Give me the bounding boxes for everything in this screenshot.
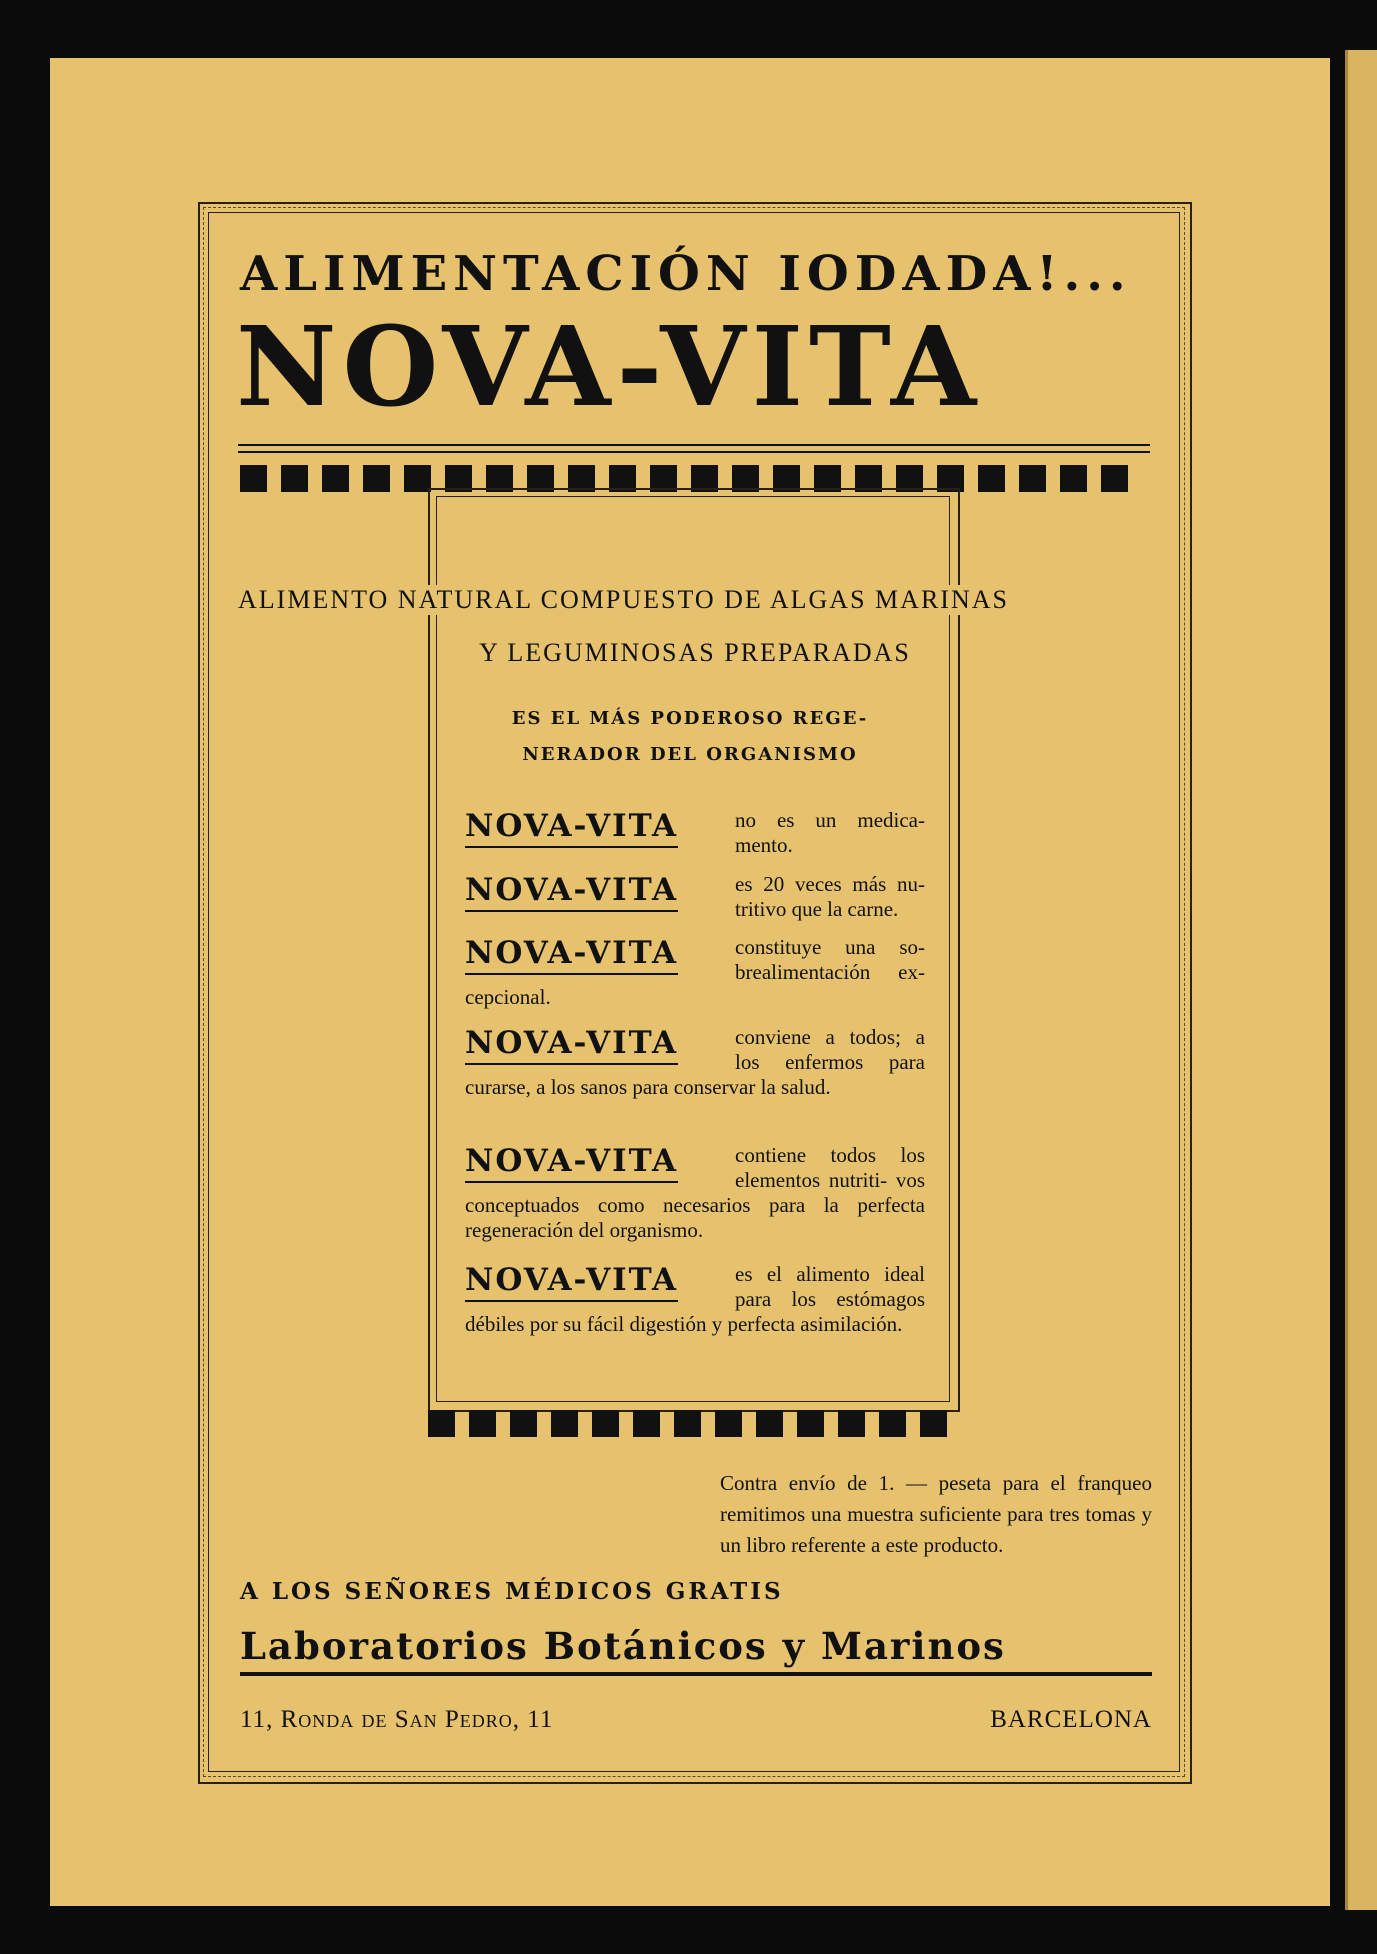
claim-text: conviene a todos; a los enfermos para curarse, a los sanos para conservar la salud. <box>465 1025 925 1099</box>
claim-text: es el alimento ideal para los estómagos débiles por su fácil digestión y perfecta asimilación. <box>465 1262 925 1336</box>
laboratory-name: Laboratorios Botánicos y Marinos <box>240 1624 1152 1676</box>
claim-item <box>465 808 925 858</box>
claim-text: contiene todos los elementos nutriti- vos conceptuados como necesarios para la perfecta regeneración del organismo. <box>465 1143 925 1242</box>
claim-item <box>465 1262 925 1337</box>
claim-item <box>465 1025 925 1100</box>
brand-title: NOVA-VITA <box>236 302 983 431</box>
subtitle-line-1: ALIMENTO NATURAL COMPUESTO DE ALGAS MARINAS <box>238 585 1150 615</box>
claim-item <box>465 872 925 922</box>
claim-brand: NOVA-VITA <box>465 1262 678 1302</box>
claim-text: es 20 veces más nu- tritivo que la carne. <box>735 872 925 921</box>
claim-brand: NOVA-VITA <box>465 935 678 975</box>
city: BARCELONA <box>990 1706 1152 1733</box>
claim-item <box>465 1143 925 1243</box>
claim-brand: NOVA-VITA <box>465 872 678 912</box>
claim-brand: NOVA-VITA <box>465 1025 678 1065</box>
title-rule-bottom <box>238 451 1150 453</box>
sample-offer-note: Contra envío de 1. — peseta para el franqueo remitimos una muestra suficiente para tres tomas y un libro referente a este producto. <box>720 1471 1152 1557</box>
doctors-free-line: A LOS SEÑORES MÉDICOS GRATIS <box>240 1578 784 1605</box>
claim-brand: NOVA-VITA <box>465 1143 678 1183</box>
facing-page-edge <box>1345 50 1377 1910</box>
claim-text: constituye una so- brealimentación ex- cepcional. <box>465 935 925 1009</box>
claim-item <box>465 935 925 1010</box>
claim-text: no es un medica- mento. <box>735 808 925 857</box>
slogan-line-1: ES EL MÁS PODEROSO REGE- <box>511 708 869 729</box>
block-row-bottom <box>428 1410 947 1437</box>
claim-brand: NOVA-VITA <box>465 808 678 848</box>
headline: ALIMENTACIÓN IODADA!... <box>240 246 1132 302</box>
subtitle-line-2: Y LEGUMINOSAS PREPARADAS <box>460 638 930 668</box>
title-rule-top <box>238 444 1150 446</box>
slogan-line-2: NERADOR DEL ORGANISMO <box>522 744 858 765</box>
address: 11, Ronda de San Pedro, 11 <box>240 1706 554 1733</box>
